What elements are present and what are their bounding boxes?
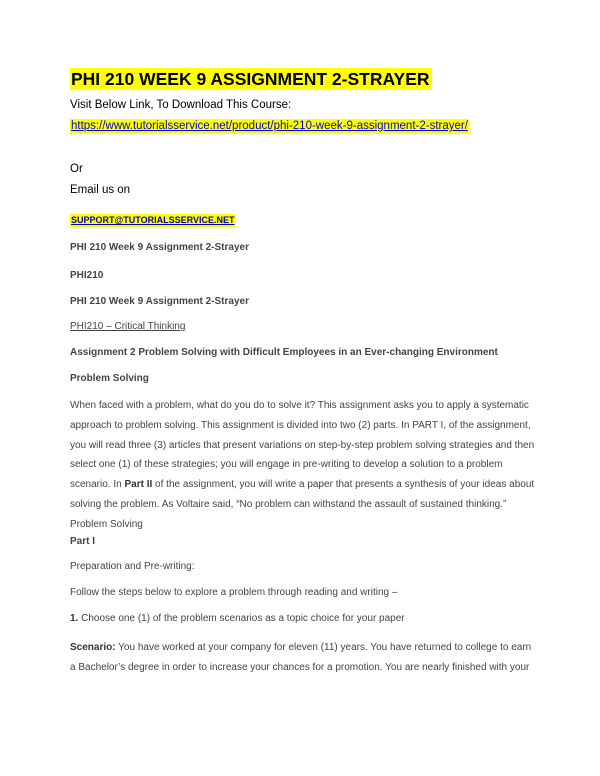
intro-text: of the assignment, you will write a paper that presents a synthesis of your ideas about: [152, 479, 535, 491]
visit-text: Visit Below Link, To Download This Course:: [70, 99, 292, 111]
assignment-title: Assignment 2 Problem Solving with Difficult Employees in an Ever-changing Environment: [70, 347, 498, 358]
intro-line: When faced with a problem, what do you do to solve it? This assignment asks you to apply a systematic: [70, 400, 529, 411]
step-text: Choose one (1) of the problem scenarios as a topic choice for your paper: [78, 613, 405, 624]
intro-line: solving the problem. As Voltaire said, “No problem can withstand the assault of sustained thinking.”: [70, 498, 507, 510]
intro-line: [70, 475, 540, 495]
heading-assignment: PHI 210 Week 9 Assignment 2-Strayer: [70, 242, 249, 253]
part-ii-emphasis: Part II: [124, 479, 153, 491]
step-1: [70, 613, 405, 624]
part-heading: Part I: [70, 536, 96, 547]
intro-line: select one (1) of these strategies; you will engage in pre-writing to develop a solution to a problem: [70, 459, 503, 471]
scenario-line: [70, 638, 540, 658]
prep-text: Preparation and Pre-writing:: [70, 561, 195, 572]
intro-line: Problem Solving: [70, 518, 143, 530]
heading-course-code: PHI210: [70, 270, 104, 281]
intro-line: approach to problem solving. This assignment is divided into two (2) parts. In PART I, of the assignment,: [70, 419, 531, 431]
course-topic: PHI210 – Critical Thinking: [70, 321, 186, 332]
follow-text: Follow the steps below to explore a problem through reading and writing –: [70, 587, 398, 598]
scenario-line: a Bachelor’s degree in order to increase your chances for a promotion. You are nearly finished with your: [70, 661, 530, 673]
problem-solving-heading: Problem Solving: [70, 373, 149, 384]
email-label: Email us on: [70, 184, 131, 196]
intro-line: you will read three (3) articles that present variations on step-by-step problem solving strategies and then: [70, 439, 535, 451]
support-email-link[interactable]: SUPPORT@TUTORIALSSERVICE.NET: [71, 215, 235, 225]
course-link[interactable]: https://www.tutorialsservice.net/product/phi-210-week-9-assignment-2-strayer/: [71, 120, 468, 132]
scenario-text: You have worked at your company for eleven (11) years. You have returned to college to earn: [115, 642, 532, 653]
step-number: 1.: [70, 613, 79, 624]
scenario-label: Scenario:: [70, 642, 116, 653]
document-title: PHI 210 WEEK 9 ASSIGNMENT 2-STRAYER: [71, 69, 430, 89]
intro-text: scenario. In: [70, 479, 125, 491]
or-text: Or: [70, 163, 83, 175]
heading-assignment-repeat: PHI 210 Week 9 Assignment 2-Strayer: [70, 296, 249, 307]
intro-paragraph: [70, 396, 540, 535]
scenario-paragraph: [70, 638, 540, 678]
